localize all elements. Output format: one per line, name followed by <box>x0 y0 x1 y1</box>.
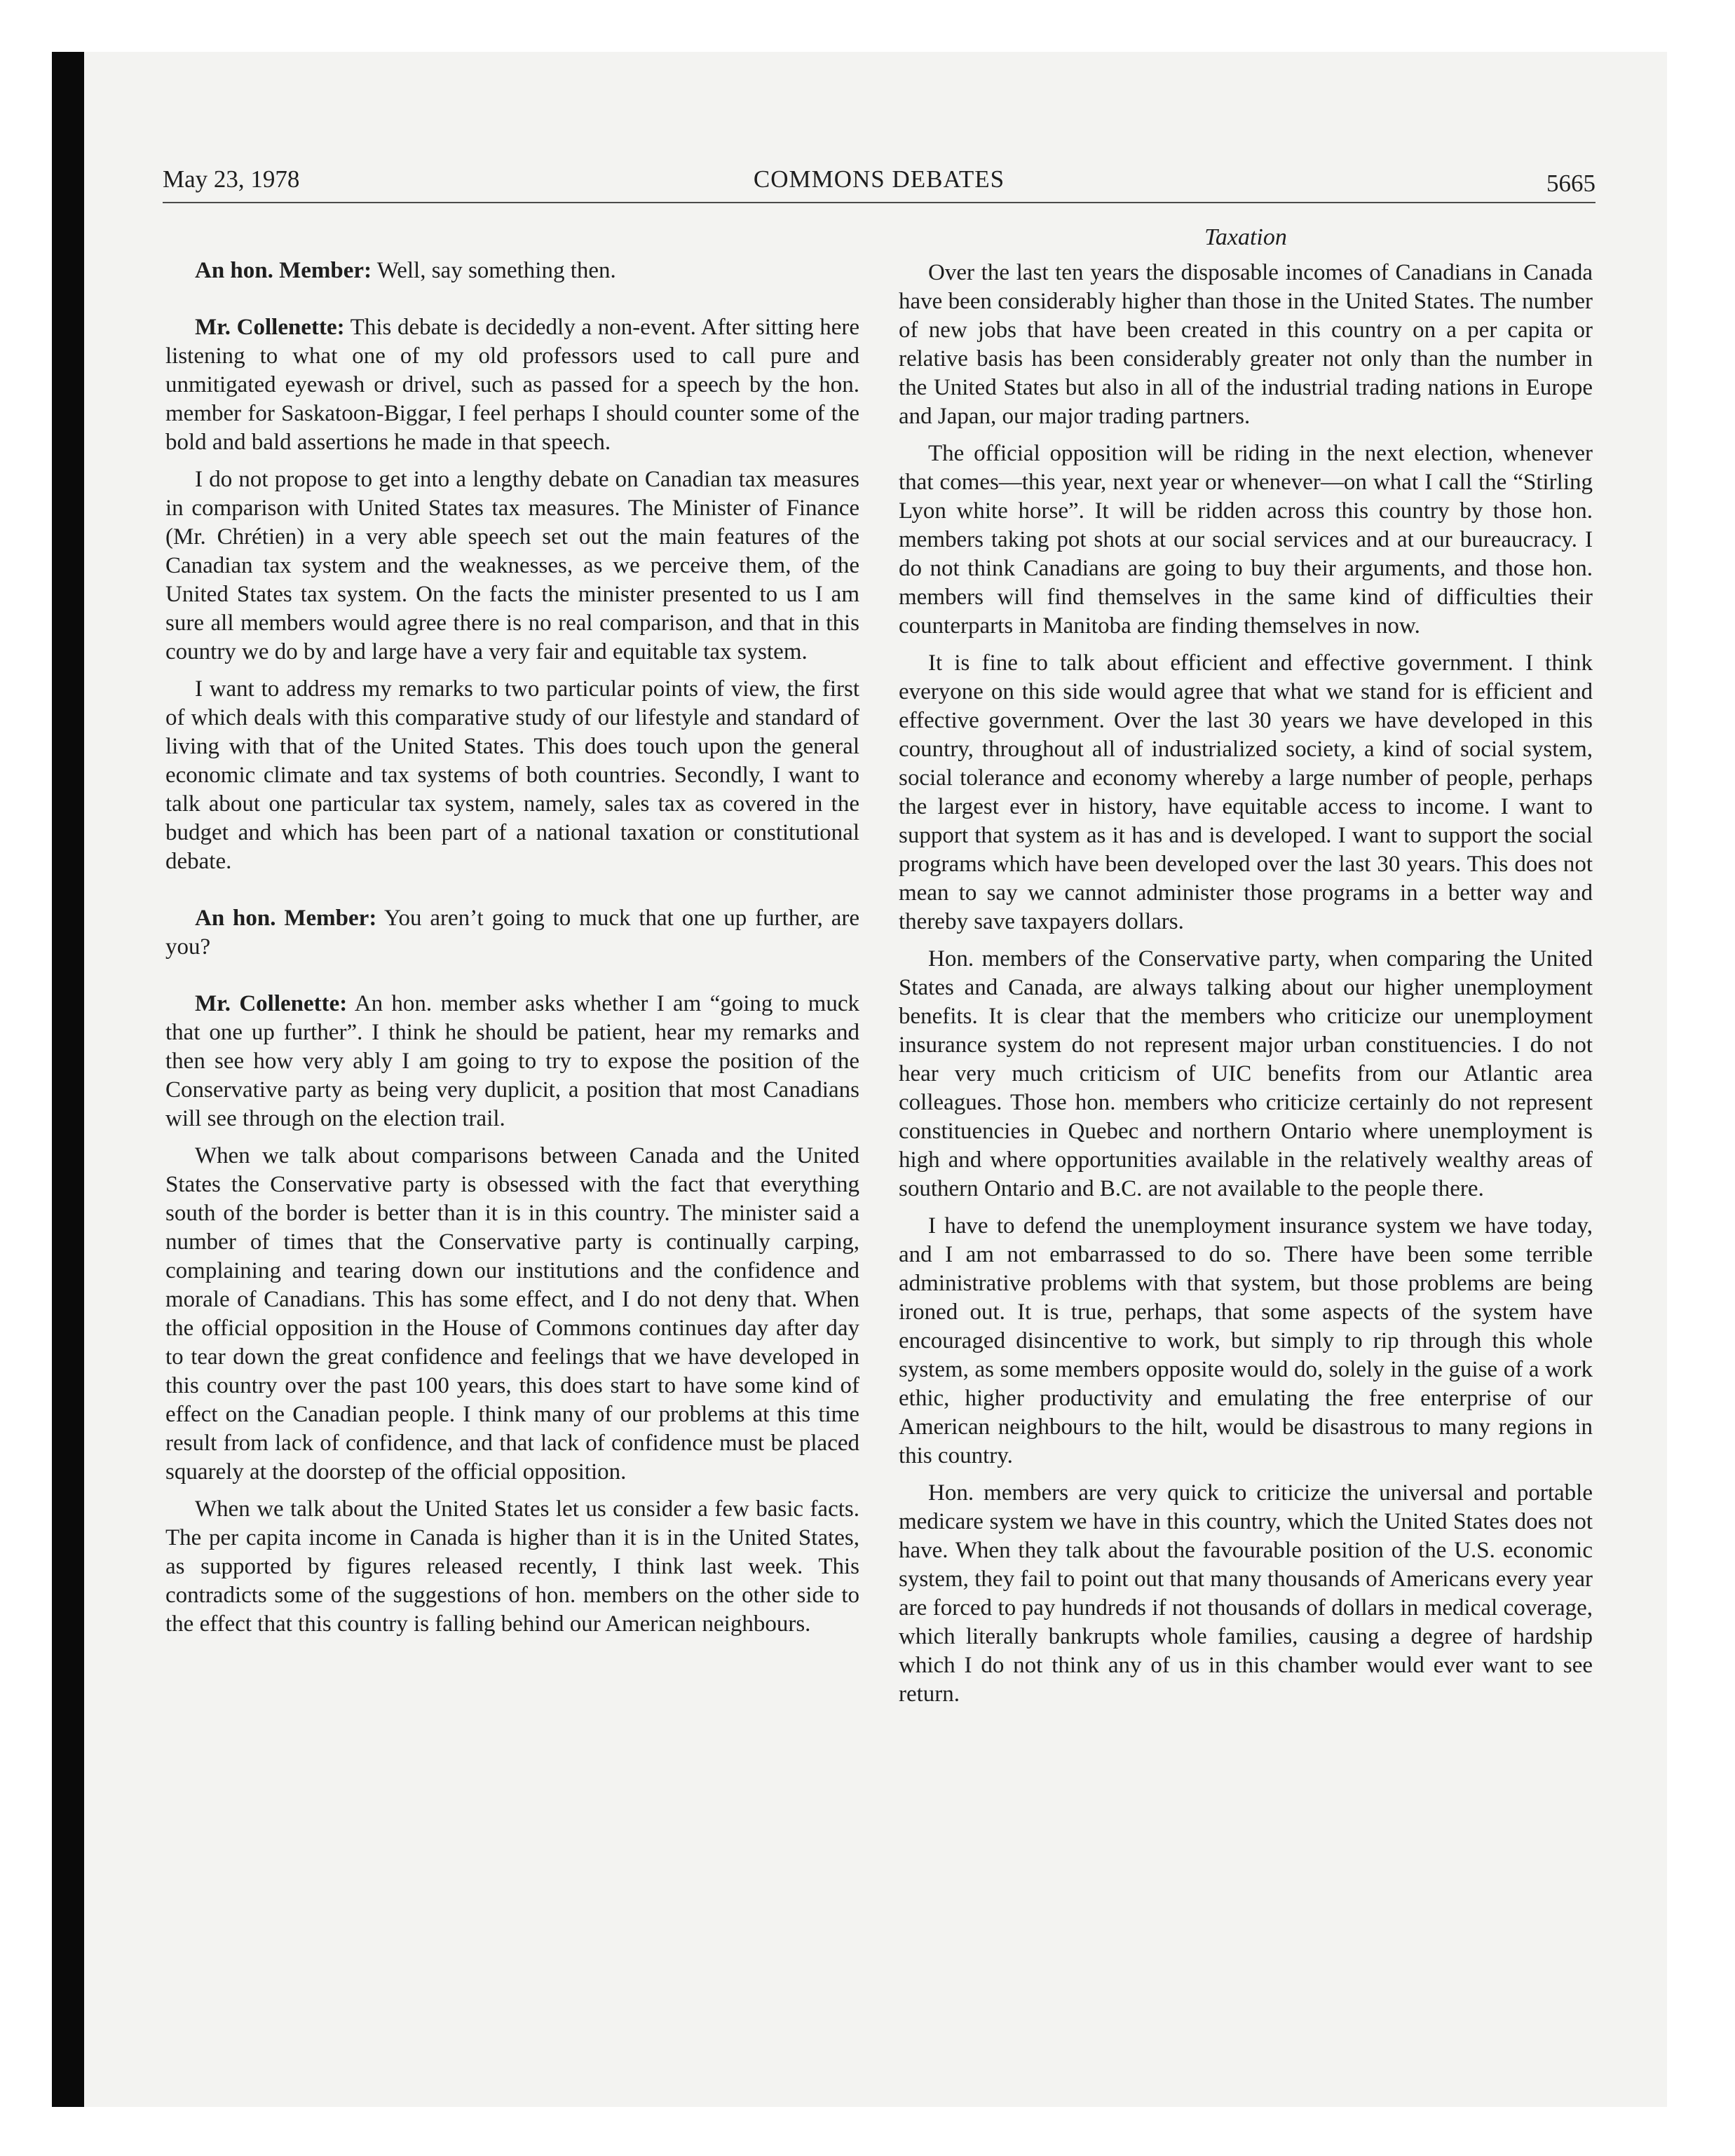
speaker-label: An hon. Member: <box>195 258 372 283</box>
paragraph <box>165 904 859 962</box>
speaker-label: An hon. Member: <box>195 906 377 931</box>
paragraph: It is fine to talk about efficient and effective government. I think everyone on this side would agree that what we stand for is efficient and effective government. Over the last 30 years we have developed in this country, throughout all of industrialized society, a kind of social system, social tolerance and economy whereby a large number of people, perhaps the largest ever in history, have equitable access to income. I want to support that system as it has and is developed. I want to support the social programs which have been developed over the last 30 years. This does not mean to say we cannot administer those programs in a better way and thereby save taxpayers dollars. <box>899 650 1593 934</box>
paragraph: Over the last ten years the disposable incomes of Canadians in Canada have been considerably higher than those in the United States. The number of new jobs that have been created in this country on a per capita or relative basis has been considerably greater not only than the number in the United States but also in all of the industrial trading nations in Europe and Japan, our major trading partners. <box>899 260 1593 429</box>
paragraph <box>165 465 859 667</box>
header-title: COMMONS DEBATES <box>753 165 1005 193</box>
left-column <box>165 257 859 1647</box>
paragraph: Hon. members are very quick to criticize the universal and portable medicare system we have in this country, which the United States does not have. When they talk about the favourable position of the U.S. economic system, they fail to point out that many thousands of Americans every year are forced to pay hundreds if not thousands of dollars in medical coverage, which literally bankrupts whole families, causing a degree of hardship which I do not think any of us in this chamber would ever want to see return. <box>899 1480 1593 1707</box>
paragraph-text: An hon. member asks whether I am “going to muck that one up further”. I think he should be patient, hear my remarks and then see how very ably I am going to try to expose the position of the Conservative party as being very duplicit, a position that most Canadians will see through on the election trail. <box>165 991 859 1131</box>
paragraph <box>165 1142 859 1487</box>
page-number: 5665 <box>1546 170 1595 197</box>
paragraph: I have to defend the unemployment insurance system we have today, and I am not embarrassed to do so. There have been some terrible administrative problems with that system, but those problems are being ironed out. It is true, perhaps, that some aspects of the system have encouraged disincentive to work, but simply to rip through this whole system, as some members opposite would do, solely in the guise of a work ethic, higher productivity and emulating the free enterprise of our American neighbours to the hilt, would be disastrous to many regions in this country. <box>899 1213 1593 1468</box>
paragraph-text: I want to address my remarks to two particular points of view, the first of which deals with this comparative study of our lifestyle and standard of living with that of the United States. This does touch upon the general economic climate and tax systems of both countries. Secondly, I want to talk about one particular tax system, namely, sales tax as covered in the budget and which has been part of a national taxation or constitutional debate. <box>165 676 859 874</box>
paragraph <box>165 990 859 1133</box>
paragraph <box>165 313 859 457</box>
speaker-label: Mr. Collenette: <box>195 315 345 340</box>
paragraph-text: When we talk about the United States let us consider a few basic facts. The per capita income in Canada is higher than it is in the United States, as supported by figures released recently, I think last week. This contradicts some of the suggestions of hon. members on the other side to the effect that this country is falling behind our American neighbours. <box>165 1496 859 1637</box>
right-column <box>899 223 1593 1717</box>
paragraph <box>165 1495 859 1639</box>
paragraph-text: You aren’t going to muck that one up further, are you? <box>165 906 859 960</box>
paragraph <box>165 257 859 285</box>
header-date: May 23, 1978 <box>163 165 300 193</box>
speaker-label: Mr. Collenette: <box>195 991 348 1016</box>
page-header <box>163 163 1595 203</box>
scan-binding-edge <box>52 52 84 2107</box>
paragraph-text: This debate is decidedly a non-event. After sitting here listening to what one of my old professors used to call pure and unmitigated eyewash or drivel, such as passed for a speech by the hon. member for Saskatoon-Biggar, I feel perhaps I should counter some of the bold and bald assertions he made in that speech. <box>165 315 859 455</box>
paragraph-text: I do not propose to get into a lengthy debate on Canadian tax measures in comparison with United States tax measures. The Minister of Finance (Mr. Chrétien) in a very able speech set out the main features of the Canadian tax system and the weaknesses, as we perceive them, of the United States tax system. On the facts the minister presented to us I am sure all members would agree there is no real comparison, and that in this country we do by and large have a very fair and equitable tax system. <box>165 467 859 664</box>
paragraph: The official opposition will be riding in the next election, whenever that comes—this year, next year or whenever—on what I call the “Stirling Lyon white horse”. It will be ridden across this country by those hon. members taking pot shots at our social services and at our bureaucracy. I do not think Canadians are going to buy their arguments, and those hon. members will find themselves in the same kind of difficulties their counterparts in Manitoba are finding themselves in now. <box>899 441 1593 639</box>
paragraph-text: When we talk about comparisons between Canada and the United States the Conservative party is obsessed with the fact that everything south of the border is better than it is in this country. The minister said a number of times that the Conservative party is continually carping, complaining and tearing down our institutions and the confidence and morale of Canadians. This has some effect, and I do not deny that. When the official opposition in the House of Commons continues day after day to tear down the great confidence and feelings that we have developed in this country over the past 100 years, this does start to have some kind of effect on the Canadian people. I think many of our problems at this time result from lack of confidence, and that lack of confidence must be placed squarely at the doorstep of the official opposition. <box>165 1143 859 1485</box>
paragraph <box>165 675 859 876</box>
paragraph: Hon. members of the Conservative party, when comparing the United States and Canada, are always talking about our higher unemployment benefits. It is clear that the members who criticize our unemployment insurance system do not represent major urban constituencies. I do not hear very much criticism of UIC benefits from our Atlantic area colleagues. Those hon. members who criticize certainly do not represent constituencies in Quebec and northern Ontario where unemployment is high and where opportunities available in the relatively wealthy areas of southern Ontario and B.C. are not available to the people there. <box>899 946 1593 1201</box>
section-heading: Taxation <box>1204 224 1287 250</box>
paragraph-text: Well, say something then. <box>372 258 616 283</box>
